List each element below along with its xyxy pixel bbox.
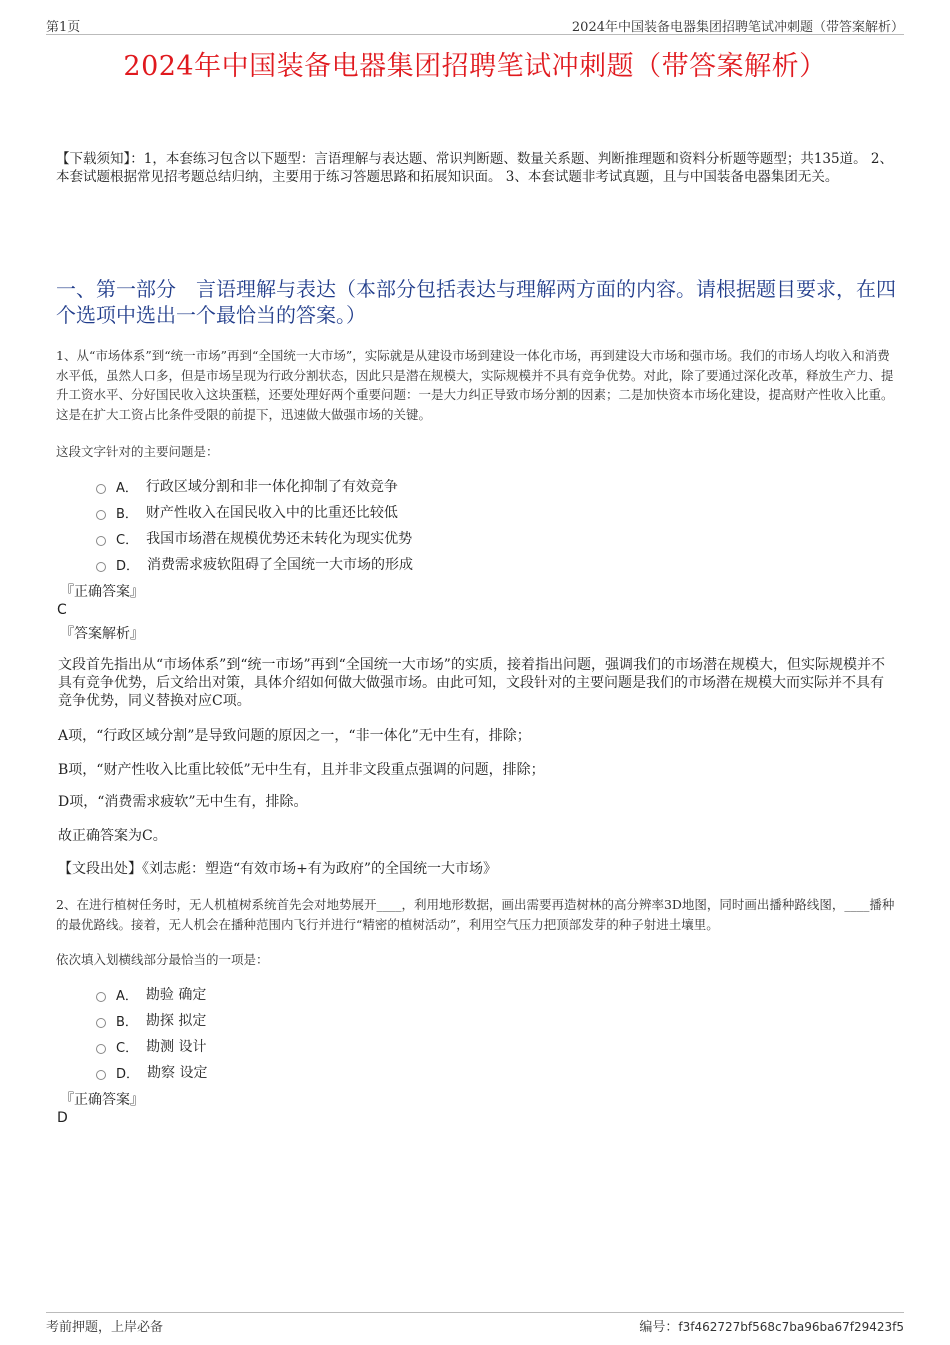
question-2-answer-label: 『正确答案』 <box>60 1092 144 1108</box>
question-1-analysis-label: 『答案解析』 <box>60 626 144 642</box>
question-2-text: 2、在进行植树任务时，无人机植树系统首先会对地势展开____，利用地形数据，画出需要再造树林的高分辨率3D地图，同时画出播种路线图，____播种的最优路线。接着，无人机会在播种范围内飞行并进行“精密的植树活动”，利用空气压力把顶部发芽的种子射进土壤里。 <box>56 897 895 932</box>
page-number: 第1页 <box>46 20 81 35</box>
option-text: 我国市场潜在规模优势还未转化为现实优势 <box>146 531 413 547</box>
radio-icon[interactable] <box>96 1018 106 1028</box>
passage-source: 【文段出处】《刘志彪：塑造“有效市场+有为政府”的全国统一大市场》 <box>58 861 498 877</box>
question-2-option-d[interactable] <box>96 1059 207 1085</box>
footer-slogan: 考前押题，上岸必备 <box>46 1320 164 1335</box>
question-2-prompt-block <box>56 950 898 968</box>
option-key: D． <box>116 558 140 574</box>
footer-code-value: f3f462727bf568c7ba96ba67f29423f5 <box>678 1320 904 1334</box>
question-2-option-c[interactable] <box>96 1033 207 1059</box>
question-2-option-b[interactable] <box>96 1007 207 1033</box>
question-1-options <box>96 473 413 577</box>
option-key: A． <box>116 988 138 1004</box>
question-1-text: 1、从“市场体系”到“统一市场”再到“全国统一大市场”，实际就是从建设市场到建设一体化市场，再到建设大市场和强市场。我们的市场人均收入和消费水平低，虽然人口多，但是市场呈现为行政分割状态，因此只是潜在规模大，实际规模并不具有竞争优势。对此，除了要通过深化改革，释放生产力、提升工资水平、分好国民收入这块蛋糕，还要处理好两个重要问题：一是大力纠正导致市场分割的因素；二是加快资本市场化建设，提高财产性收入比重。这是在扩大工资占比条件受限的前提下，迅速做大做强市场的关键。 <box>56 348 894 422</box>
question-2-answer: D <box>57 1110 68 1126</box>
option-text: 勘探 拟定 <box>145 1013 207 1029</box>
question-1-option-c[interactable] <box>96 525 413 551</box>
page-header <box>46 14 904 35</box>
option-text: 消费需求疲软阻碍了全国统一大市场的形成 <box>147 557 414 573</box>
option-text: 财产性收入在国民收入中的比重还比较低 <box>145 505 398 521</box>
option-key: C． <box>116 532 139 548</box>
analysis-conclusion: 故正确答案为C。 <box>58 828 167 844</box>
question-1 <box>56 346 898 424</box>
analysis-option-b: B项，“财产性收入比重比较低”无中生有，且并非文段重点强调的问题，排除； <box>58 762 545 778</box>
analysis-paragraph: 文段首先指出从“市场体系”到“统一市场”再到“全国统一大市场”的实质，接着指出问题，强调我们的市场潜在规模大，但实际规模并不具有竞争优势，后文给出对策，具体介绍如何做大做强市场。由此可知，文段针对的主要问题是我们的市场潜在规模大而实际并不具有竞争优势，同义替换对应C项。 <box>58 657 885 709</box>
question-1-option-b[interactable] <box>96 499 413 525</box>
radio-icon[interactable] <box>96 1044 106 1054</box>
option-key: B． <box>116 1014 138 1030</box>
radio-icon[interactable] <box>96 992 106 1002</box>
section-heading: 一、第一部分 言语理解与表达（本部分包括表达与理解两方面的内容。请根据题目要求，在四个选项中选出一个最恰当的答案。） <box>56 277 896 327</box>
radio-icon[interactable] <box>96 510 106 520</box>
radio-icon[interactable] <box>96 484 106 494</box>
radio-icon[interactable] <box>96 536 106 546</box>
question-2-option-a[interactable] <box>96 981 207 1007</box>
document-title: 2024年中国装备电器集团招聘笔试冲刺题（带答案解析） <box>123 51 827 82</box>
analysis-option-a: A项，“行政区域分割”是导致问题的原因之一，“非一体化”无中生有，排除； <box>58 728 531 744</box>
option-text: 勘测 设计 <box>146 1039 207 1055</box>
option-text: 勘察 设定 <box>147 1065 208 1081</box>
option-key: C． <box>116 1040 139 1056</box>
question-1-prompt: 这段文字针对的主要问题是： <box>56 444 219 459</box>
option-text: 行政区域分割和非一体化抑制了有效竞争 <box>145 479 398 495</box>
radio-icon[interactable] <box>96 562 106 572</box>
question-2 <box>56 895 898 934</box>
option-text: 勘验 确定 <box>145 987 207 1003</box>
download-notice: 【下载须知】：1，本套练习包含以下题型：言语理解与表达题、常识判断题、数量关系题、判断推理题和资料分析题等题型；共135道。 2、本套试题根据常见招考题总结归纳，主要用于练习答题思路和拓展知识面。 3、本套试题非考试真题，且与中国装备电器集团无关。 <box>56 151 893 185</box>
option-key: B． <box>116 506 138 522</box>
page-footer <box>46 1312 904 1333</box>
option-key: D． <box>116 1066 140 1082</box>
question-1-answer-label: 『正确答案』 <box>60 584 144 600</box>
question-1-option-d[interactable] <box>96 551 413 577</box>
footer-code-label: 编号： <box>639 1320 679 1335</box>
question-1-prompt-block <box>56 442 898 460</box>
radio-icon[interactable] <box>96 1070 106 1080</box>
option-key: A． <box>116 480 138 496</box>
question-2-prompt: 依次填入划横线部分最恰当的一项是： <box>56 952 269 967</box>
header-doc-title: 2024年中国装备电器集团招聘笔试冲刺题（带答案解析） <box>571 20 904 35</box>
question-1-answer: C <box>57 602 67 618</box>
analysis-option-d: D项，“消费需求疲软”无中生有，排除。 <box>58 794 308 810</box>
question-1-option-a[interactable] <box>96 473 413 499</box>
question-2-options <box>96 981 207 1085</box>
footer-code <box>639 1316 904 1335</box>
